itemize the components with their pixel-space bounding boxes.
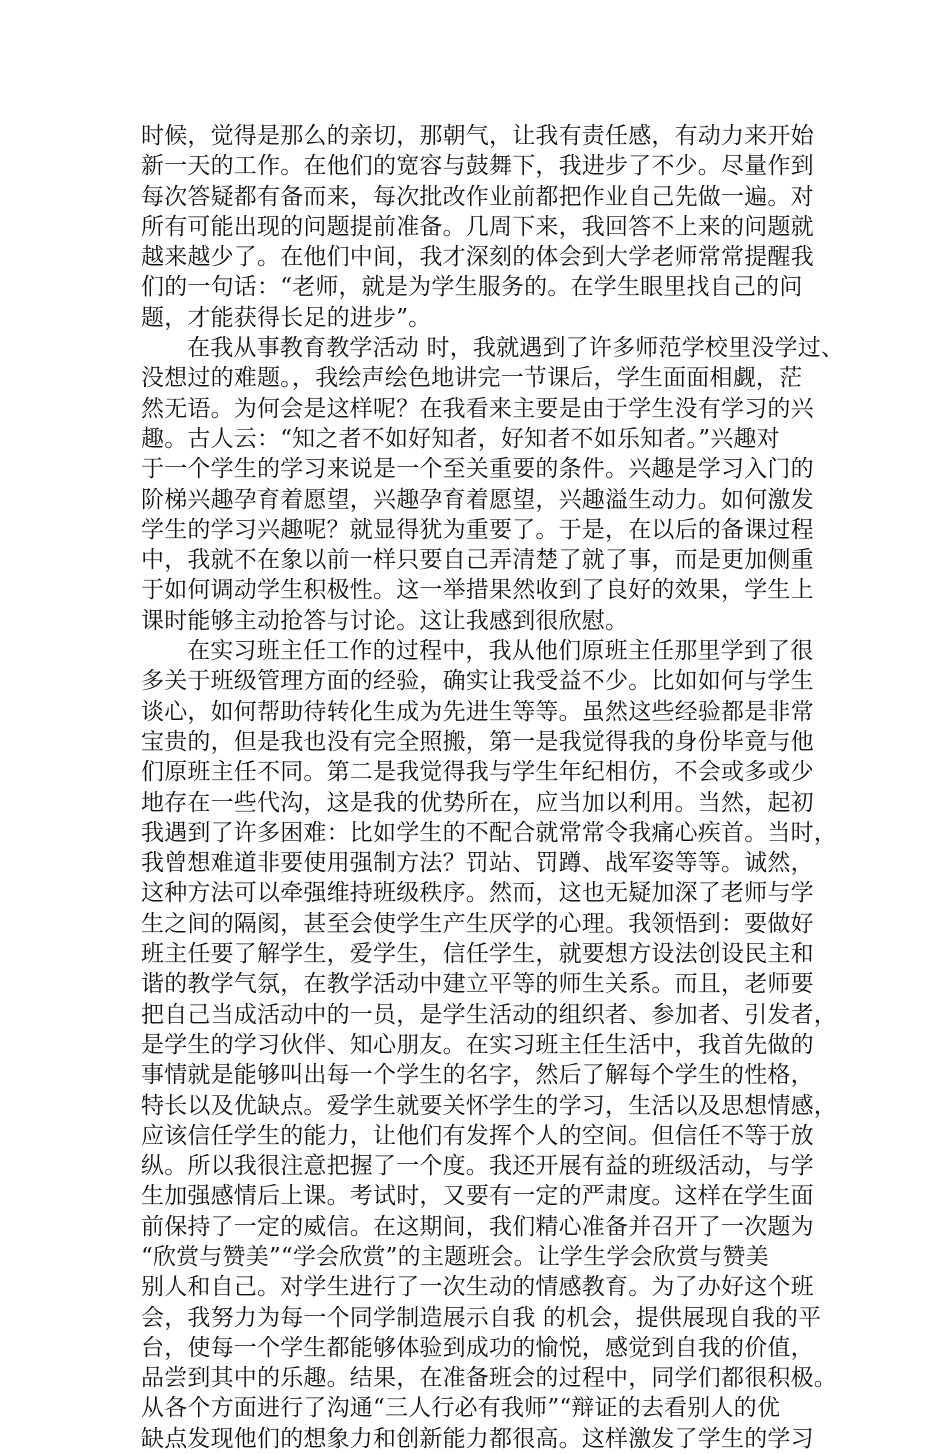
text-line: “欣赏与赞美”“学会欣赏”的主题班会。让学生学会欣赏与赞美 — [141, 1243, 769, 1270]
text-line: 这种方法可以牵强维持班级秩序。然而，这也无疑加深了老师与学 — [141, 880, 814, 907]
body-text — [141, 121, 845, 1454]
text-line: 越来越少了。在他们中间，我才深刻的体会到大学老师常常提醒我 — [141, 244, 814, 271]
paragraph-start-line: 在实习班主任工作的过程中，我从他们原班主任那里学到了很 — [187, 638, 814, 665]
text-line: 别人和自己。对学生进行了一次生动的情感教育。为了办好这个班 — [141, 1274, 814, 1301]
text-line: 应该信任学生的能力，让他们有发挥个人的空间。但信任不等于放 — [141, 1122, 814, 1149]
text-line: 中，我就不在象以前一样只要自己弄清楚了就了事，而是更加侧重 — [141, 547, 814, 574]
text-line: 们原班主任不同。第二是我觉得我与学生年纪相仿，不会或多或少 — [141, 759, 814, 786]
paragraph-start-line: 在我从事教育教学活动 时，我就遇到了许多师范学校里没学过、 — [187, 335, 845, 362]
text-line: 前保持了一定的威信。在这期间，我们精心准备并召开了一次题为 — [141, 1213, 814, 1240]
text-line: 于一个学生的学习来说是一个至关重要的条件。兴趣是学习入门的 — [141, 456, 814, 483]
text-line: 把自己当成活动中的一员，是学生活动的组织者、参加者、引发者， — [141, 1001, 837, 1028]
text-line: 特长以及优缺点。爱学生就要关怀学生的学习，生活以及思想情感， — [141, 1092, 837, 1119]
text-line: 谐的教学气氛，在教学活动中建立平等的师生关系。而且，老师要 — [141, 971, 814, 998]
text-line: 我遇到了许多困难：比如学生的不配合就常常令我痛心疾首。当时， — [141, 819, 837, 846]
text-line: 地存在一些代沟，这是我的优势所在，应当加以利用。当然，起初 — [141, 789, 814, 816]
text-line: 台，使每一个学生都能够体验到成功的愉悦，感觉到自我的价值， — [141, 1334, 814, 1361]
text-line: 学生的学习兴趣呢？就显得犹为重要了。于是，在以后的备课过程 — [141, 516, 814, 543]
text-line: 缺点发现他们的想象力和创新能力都很高。这样激发了学生的学习 — [141, 1425, 814, 1452]
text-line: 宝贵的，但是我也没有完全照搬，第一是我觉得我的身份毕竟与他 — [141, 728, 814, 755]
text-line: 纵。所以我很注意把握了一个度。我还开展有益的班级活动，与学 — [141, 1153, 814, 1180]
text-line: 趣。古人云：“知之者不如好知者，好知者不如乐知者。”兴趣对 — [141, 425, 780, 452]
text-line: 多关于班级管理方面的经验，确实让我受益不少。比如如何与学生 — [141, 668, 814, 695]
text-line: 阶梯兴趣孕育着愿望，兴趣孕育着愿望，兴趣溢生动力。如何激发 — [141, 486, 814, 513]
text-line: 然无语。为何会是这样呢？在我看来主要是由于学生没有学习的兴 — [141, 395, 814, 422]
text-line: 谈心，如何帮助待转化生成为先进生等等。虽然这些经验都是非常 — [141, 698, 814, 725]
text-line: 课时能够主动抢答与讨论。这让我感到很欣慰。 — [141, 607, 629, 634]
text-line: 从各个方面进行了沟通“三人行必有我师”“辩证的去看别人的优 — [141, 1395, 781, 1422]
text-line: 班主任要了解学生，爱学生，信任学生，就要想方设法创设民主和 — [141, 941, 814, 968]
text-line: 品尝到其中的乐趣。结果，在准备班会的过程中，同学们都很积极。 — [141, 1365, 837, 1392]
text-line: 每次答疑都有备而来，每次批改作业前都把作业自己先做一遍。对 — [141, 183, 814, 210]
text-line: 新一天的工作。在他们的宽容与鼓舞下，我进步了不少。尽量作到 — [141, 153, 814, 180]
text-line: 我曾想难道非要使用强制方法？罚站、罚蹲、战军姿等等。诚然， — [141, 850, 814, 877]
text-line: 们的一句话：“老师，就是为学生服务的。在学生眼里找自己的问 — [141, 274, 803, 301]
text-line: 会，我努力为每一个同学制造展示自我 的机会，提供展现自我的平 — [141, 1304, 822, 1331]
text-line: 于如何调动学生积极性。这一举措果然收到了良好的效果，学生上 — [141, 577, 814, 604]
text-line: 事情就是能够叫出每一个学生的名字，然后了解每个学生的性格， — [141, 1062, 814, 1089]
text-line: 没想过的难题。，我绘声绘色地讲完一节课后，学生面面相觑，茫 — [141, 365, 803, 392]
text-line: 题，才能获得长足的进步”。 — [141, 304, 432, 331]
text-line: 生之间的隔阂，甚至会使学生产生厌学的心理。我领悟到：要做好 — [141, 910, 814, 937]
text-line: 生加强感情后上课。考试时，又要有一定的严肃度。这样在学生面 — [141, 1183, 814, 1210]
text-line: 是学生的学习伙伴、知心朋友。在实习班主任生活中，我首先做的 — [141, 1031, 814, 1058]
text-line: 所有可能出现的问题提前准备。几周下来，我回答不上来的问题就 — [141, 213, 814, 240]
text-line: 时候，觉得是那么的亲切，那朝气，让我有责任感，有动力来开始 — [141, 123, 814, 149]
